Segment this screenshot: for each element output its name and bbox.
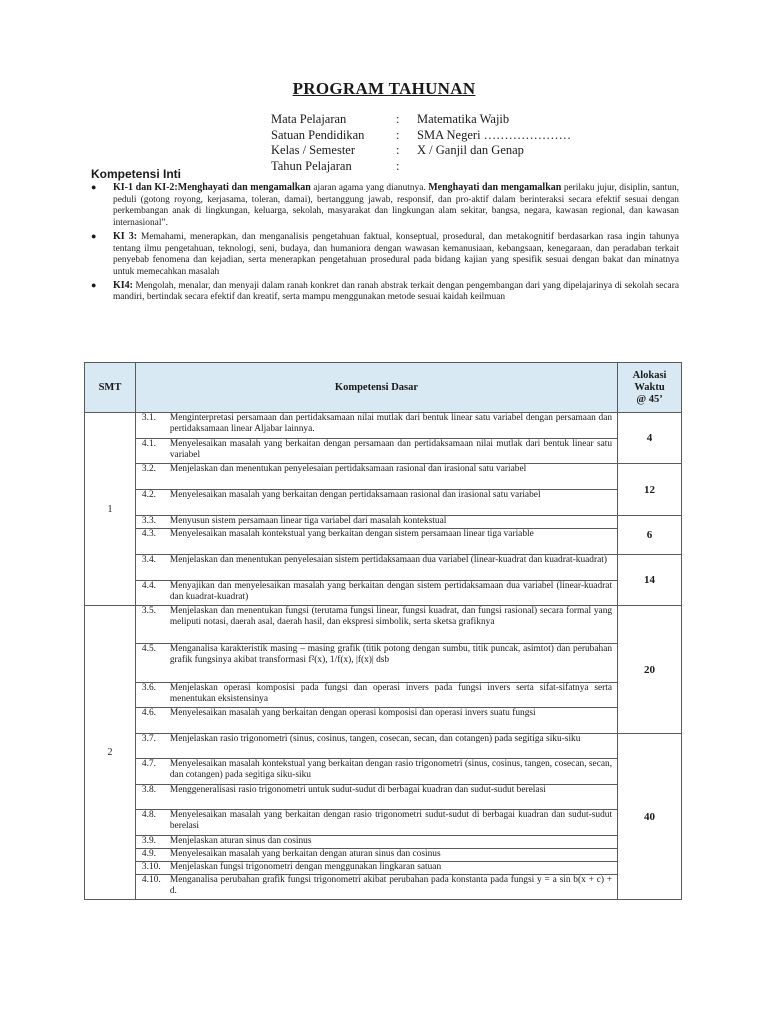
ki-heading: Kompetensi Inti xyxy=(91,167,182,181)
kd-number: 4.4. xyxy=(135,581,169,606)
meta-label: Tahun Pelajaran xyxy=(271,158,352,173)
meta-colon: : xyxy=(396,112,400,126)
kd-number: 3.2. xyxy=(135,464,169,490)
header-smt: SMT xyxy=(85,363,136,413)
kd-text: Menjelaskan dan menentukan penyelesaian sistem pertidaksamaan dua variabel (linear-kuadrat dan kuadrat-kuadrat) xyxy=(170,555,618,581)
allocation-cell: 4 xyxy=(618,413,682,464)
ki-text: Mengolah, menalar, dan menyaji dalam ranah konkret dan ranah abstrak terkait dengan pengembangan dari yang dipelajarinya di sekolah secara mandiri, bertindak secara efektif dan kreatif, serta mampu menggunakan metode sesuai kaidah keilmuan xyxy=(113,280,679,303)
allocation-cell: 6 xyxy=(618,516,682,555)
ki-text: Memahami, menerapkan, dan menganalisis pengetahuan faktual, konseptual, prosedural, dan metakognitif berdasarkan rasa ingin tahunya tentang ilmu pengetahuan, teknologi, seni, budaya, dan humaniora dengan wawasan kemanusiaan, kebangsaan, kenegaraan, dan peradaban terkait penyebab fenomena dan kejadian, serta menerapkan pengetahuan prosedural pada bidang kajian yang spesifik sesuai dengan bakat dan minatnya untuk memecahkan masalah xyxy=(113,231,679,277)
kd-text: Menyelesaikan masalah kontekstual yang berkaitan dengan rasio trigonometri (sinus, cosinus, tangen, cosecan, secan, dan cotangen) pada segitiga siku-siku xyxy=(170,759,618,785)
header-alokasi-line: Waktu xyxy=(634,381,665,393)
kd-number: 3.7. xyxy=(135,734,169,759)
ki-item xyxy=(91,182,679,230)
meta-colon: : xyxy=(396,143,400,157)
meta-colon: : xyxy=(396,158,400,173)
kd-number: 4.9. xyxy=(135,849,169,862)
kd-number: 3.6. xyxy=(135,683,169,708)
ki-bold: Menghayati dan mengamalkan xyxy=(428,182,562,193)
kd-number: 3.3. xyxy=(135,516,169,529)
kd-number: 4.1. xyxy=(135,439,169,464)
kd-text: Menganalisa karakteristik masing – masing grafik (titik potong dengan sumbu, titik puncak, asimtot) dan perubahan grafik fungsinya akibat transformasi f²(x), 1/f(x), |f(x)| dsb xyxy=(170,644,618,683)
ki-text: perilaku jujur, disiplin, santun, peduli (gotong royong, kerjasama, toleran, damai), bertanggung jawab, responsif, dan pro-aktif dalam berinteraksi secara efektif sesuai dengan perkembangan anak di lingkungan, keluarga, sekolah, masyarakat dan lingkungan alam sekitar, bangsa, negara, kawasan regional, dan kawasan internasional”. xyxy=(113,183,680,229)
kd-text: Menjelaskan dan menentukan penyelesaian pertidaksamaan rasional dan irasional satu variabel xyxy=(170,464,618,490)
kd-number: 3.1. xyxy=(135,413,169,439)
kd-text: Menggeneralisasi rasio trigonometri untuk sudut-sudut di berbagai kuadran dan sudut-sudut berelasi xyxy=(170,785,618,810)
kd-number: 4.3. xyxy=(135,529,169,555)
kd-text: Menginterpretasi persamaan dan pertidaksamaan nilai mutlak dari bentuk linear satu variabel dengan persamaan dan pertidaksamaan linear Aljabar lainnya. xyxy=(170,413,618,439)
bullet-icon: ● xyxy=(91,182,97,192)
allocation-cell: 14 xyxy=(618,555,682,606)
bullet-icon: ● xyxy=(91,230,97,241)
kd-text: Menjelaskan dan menentukan fungsi (terutama fungsi linear, fungsi kuadrat, dan fungsi rasional) secara formal yang meliputi notasi, daerah asal, daerah hasil, dan ekspresi simbolik, serta sketsa grafiknya xyxy=(170,606,618,644)
ki-bold: KI 3: xyxy=(113,230,138,242)
bullet-icon: ● xyxy=(91,279,97,290)
meta-value: SMA Negeri ………………… xyxy=(417,127,572,142)
header-alokasi-line: Alokasi xyxy=(632,369,667,381)
kd-number: 4.5. xyxy=(135,644,169,683)
header-alokasi xyxy=(618,363,682,413)
kd-number: 4.8. xyxy=(135,810,169,836)
semester-cell: 1 xyxy=(85,413,136,606)
header-kd: Kompetensi Dasar xyxy=(135,363,617,413)
ki-bold: KI4: xyxy=(113,279,133,291)
kd-text: Menganalisa perubahan grafik fungsi trigonometri akibat perubahan pada konstanta pada fungsi y = a sin b(x + c) + d. xyxy=(170,875,618,900)
kd-text: Menyelesaikan masalah yang berkaitan dengan operasi komposisi dan operasi invers suatu fungsi xyxy=(170,708,618,734)
ki-bold: KI-1 dan KI-2:Menghayati dan mengamalkan xyxy=(113,182,311,193)
meta-value: X / Ganjil dan Genap xyxy=(417,143,524,157)
kd-text: Menyelesaikan masalah yang berkaitan dengan persamaan dan pertidaksamaan nilai mutlak dari bentuk linear satu variabel xyxy=(170,439,618,464)
kd-text: Menyajikan dan menyelesaikan masalah yang berkaitan dengan sistem pertidaksamaan dua variabel (linear-kuadrat dan kuadrat-kuadrat) xyxy=(170,581,618,606)
kd-number: 3.4. xyxy=(135,555,169,581)
ki-list xyxy=(91,182,679,305)
kd-number: 4.6. xyxy=(135,708,169,734)
kd-number: 3.8. xyxy=(135,785,169,810)
kd-text: Menjelaskan operasi komposisi pada fungsi dan operasi invers pada fungsi invers serta sifat-sifatnya serta menentukan eksistensinya xyxy=(170,683,618,708)
kd-text: Menyelesaikan masalah yang berkaitan dengan aturan sinus dan cosinus xyxy=(170,849,618,862)
allocation-cell: 40 xyxy=(618,734,682,900)
ki-item xyxy=(91,231,679,279)
kd-number: 3.5. xyxy=(135,606,169,644)
kd-text: Menjelaskan rasio trigonometri (sinus, cosinus, tangen, cosecan, secan, dan cotangen) pada segitiga siku-siku xyxy=(170,734,618,759)
kd-text: Menyelesaikan masalah yang berkaitan dengan rasio trigonometri sudut-sudut di berbagai kuadran dan sudut-sudut berelasi xyxy=(170,810,618,836)
allocation-cell: 20 xyxy=(618,606,682,734)
kompetensi-table xyxy=(84,362,682,900)
ki-item xyxy=(91,280,679,304)
meta-colon: : xyxy=(396,127,400,142)
header-alokasi-line: @ 45’ xyxy=(636,393,663,405)
page-title: PROGRAM TAHUNAN xyxy=(292,79,476,98)
kd-text: Menyelesaikan masalah kontekstual yang berkaitan dengan sistem persamaan linear tiga variable xyxy=(170,529,618,555)
meta-label: Satuan Pendidikan xyxy=(271,127,365,142)
ki-text: ajaran agama yang dianutnya. xyxy=(310,183,429,193)
semester-cell: 2 xyxy=(85,606,136,900)
kd-number: 4.7. xyxy=(135,759,169,785)
kd-number: 4.2. xyxy=(135,490,169,516)
meta-value: Matematika Wajib xyxy=(417,112,510,126)
kd-text: Menjelaskan aturan sinus dan cosinus xyxy=(170,836,618,849)
meta-label: Mata Pelajaran xyxy=(271,112,347,126)
allocation-cell: 12 xyxy=(618,464,682,516)
kd-number: 4.10. xyxy=(135,875,169,900)
kd-number: 3.10. xyxy=(135,862,169,875)
kd-text: Menyusun sistem persamaan linear tiga variabel dari masalah kontekstual xyxy=(170,516,618,529)
kd-number: 3.9. xyxy=(135,836,169,849)
meta-label: Kelas / Semester xyxy=(271,143,356,157)
kd-text: Menjelaskan fungsi trigonometri dengan menggunakan lingkaran satuan xyxy=(170,862,618,875)
kd-text: Menyelesaikan masalah yang berkaitan dengan pertidaksamaan rasional dan irasional satu variabel xyxy=(170,490,618,516)
